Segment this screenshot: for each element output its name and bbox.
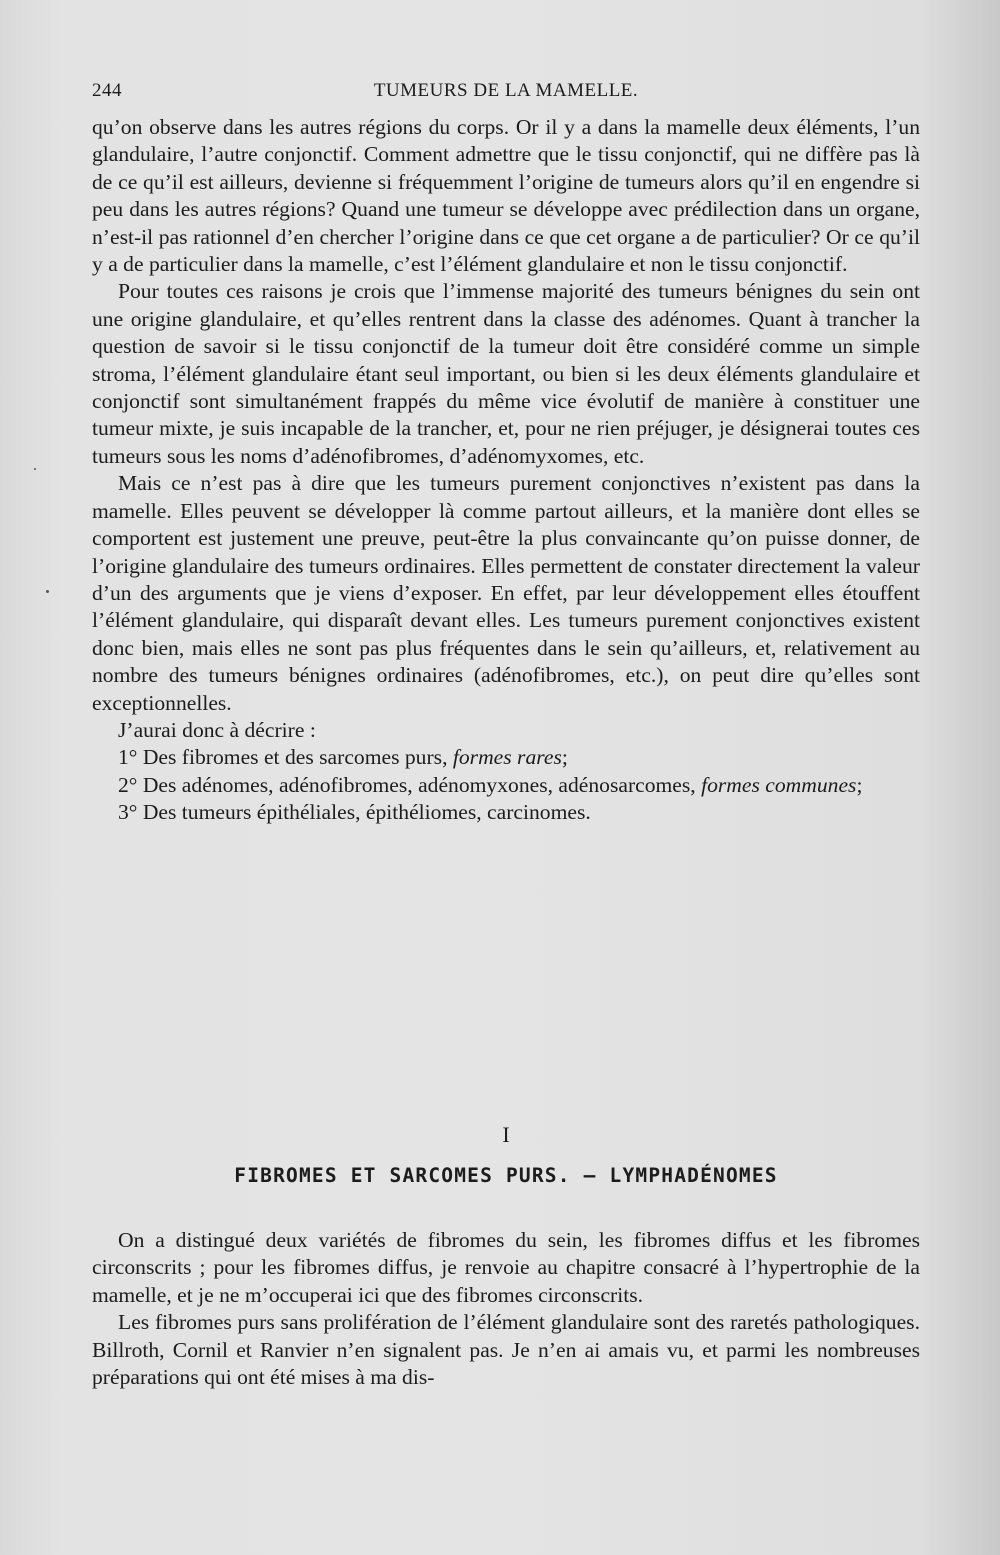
list-item-text: 2° Des adénomes, adénofibromes, adénomyxones, adénosarcomes, (118, 772, 702, 797)
list-item-tail: ; (856, 772, 863, 797)
section-number: I (502, 1122, 510, 1147)
running-title: TUMEURS DE LA MAMELLE. (373, 80, 639, 101)
list-item-emphasis: formes rares (452, 745, 562, 770)
paragraph: Mais ce n’est pas à dire que les tumeurs purement conjonctives n’existent pas dans la mamelle. Elles peuvent se développer là comme partout ailleurs, et la manière dont elles se comportent est justement une preuve, peut-être la plus convaincante qu’on puisse donner, de l’origine glandulaire des tumeurs ordinaires. Elles permettent de constater directement la valeur d’un des arguments que je viens d’exposer. En effet, par leur développement elles étouffent l’élément glandulaire, qui disparaît devant elles. Les tumeurs purement conjonctives existent donc bien, mais elles ne sont pas plus fréquentes dans le sein qu’ailleurs, et, relativement au nombre des tumeurs bénignes ordinaires (adénofibromes, etc.), on peut dire qu’elles sont exceptionnelles. (92, 471, 920, 715)
list-item (92, 772, 920, 799)
list-item-text: 3° Des tumeurs épithéliales, épithéliomes, carcinomes. (118, 800, 591, 825)
list-item (92, 799, 920, 826)
list-item (92, 744, 920, 771)
body-text (92, 114, 920, 827)
section-body-text (92, 1227, 920, 1391)
paragraph: Les fibromes purs sans prolifération de l’élément glandulaire sont des raretés pathologiques. Billroth, Cornil et Ranvier n’en signalent pas. Je n’en ai amais vu, et parmi les nombreuses préparations qui ont été mises à ma dis- (92, 1310, 920, 1390)
page-header (92, 80, 920, 110)
list-item-emphasis: formes communes (701, 772, 857, 797)
paragraph: J’aurai donc à décrire : (118, 717, 316, 742)
paper-speck (34, 468, 36, 470)
paragraph: qu’on observe dans les autres régions du corps. Or il y a dans la mamelle deux éléments, l’un glandulaire, l’autre conjonctif. Comment admettre que le tissu conjonctif, qui ne diffère pas là de ce qu’il est ailleurs, devienne si fréquemment l’origine de tumeurs alors qu’il en engendre si peu dans les autres régions? Quand une tumeur se développe avec prédilection dans un organe, n’est-il pas rationnel d’en chercher l’origine dans ce que cet organe a de particulier? Or ce qu’il y a de particulier dans la mamelle, c’est l’élément glandulaire et non le tissu conjonctif. (92, 115, 920, 277)
paragraph: Pour toutes ces raisons je crois que l’immense majorité des tumeurs bénignes du sein ont une origine glandulaire, et qu’elles rentrent dans la classe des adénomes. Quant à trancher la question de savoir si le tissu conjonctif de la tumeur doit être considéré comme un simple stroma, l’élément glandulaire étant seul important, ou bien si les deux éléments glandulaire et conjonctif sont simultanément frappés du même vice évolutif de manière à constituer une tumeur mixte, je suis incapable de la trancher, et, pour ne rien préjuger, je désignerai toutes ces tumeurs sous les noms d’adénofibromes, d’adénomyxomes, etc. (92, 279, 920, 468)
list-item-tail: ; (561, 745, 568, 770)
section-title: FIBROMES ET SARCOMES PURS. — LYMPHADÉNOMES (234, 1164, 778, 1187)
paragraph: On a distingué deux variétés de fibromes du sein, les fibromes diffus et les fibromes circonscrits ; pour les fibromes diffus, je renvoie au chapitre consacré à l’hypertrophie de la mamelle, et je ne m’occuperai ici que des fibromes circonscrits. (92, 1228, 920, 1307)
list-item-text: 1° Des fibromes et des sarcomes purs, (118, 745, 453, 770)
paper-speck (46, 590, 49, 593)
page-number: 244 (92, 80, 122, 101)
